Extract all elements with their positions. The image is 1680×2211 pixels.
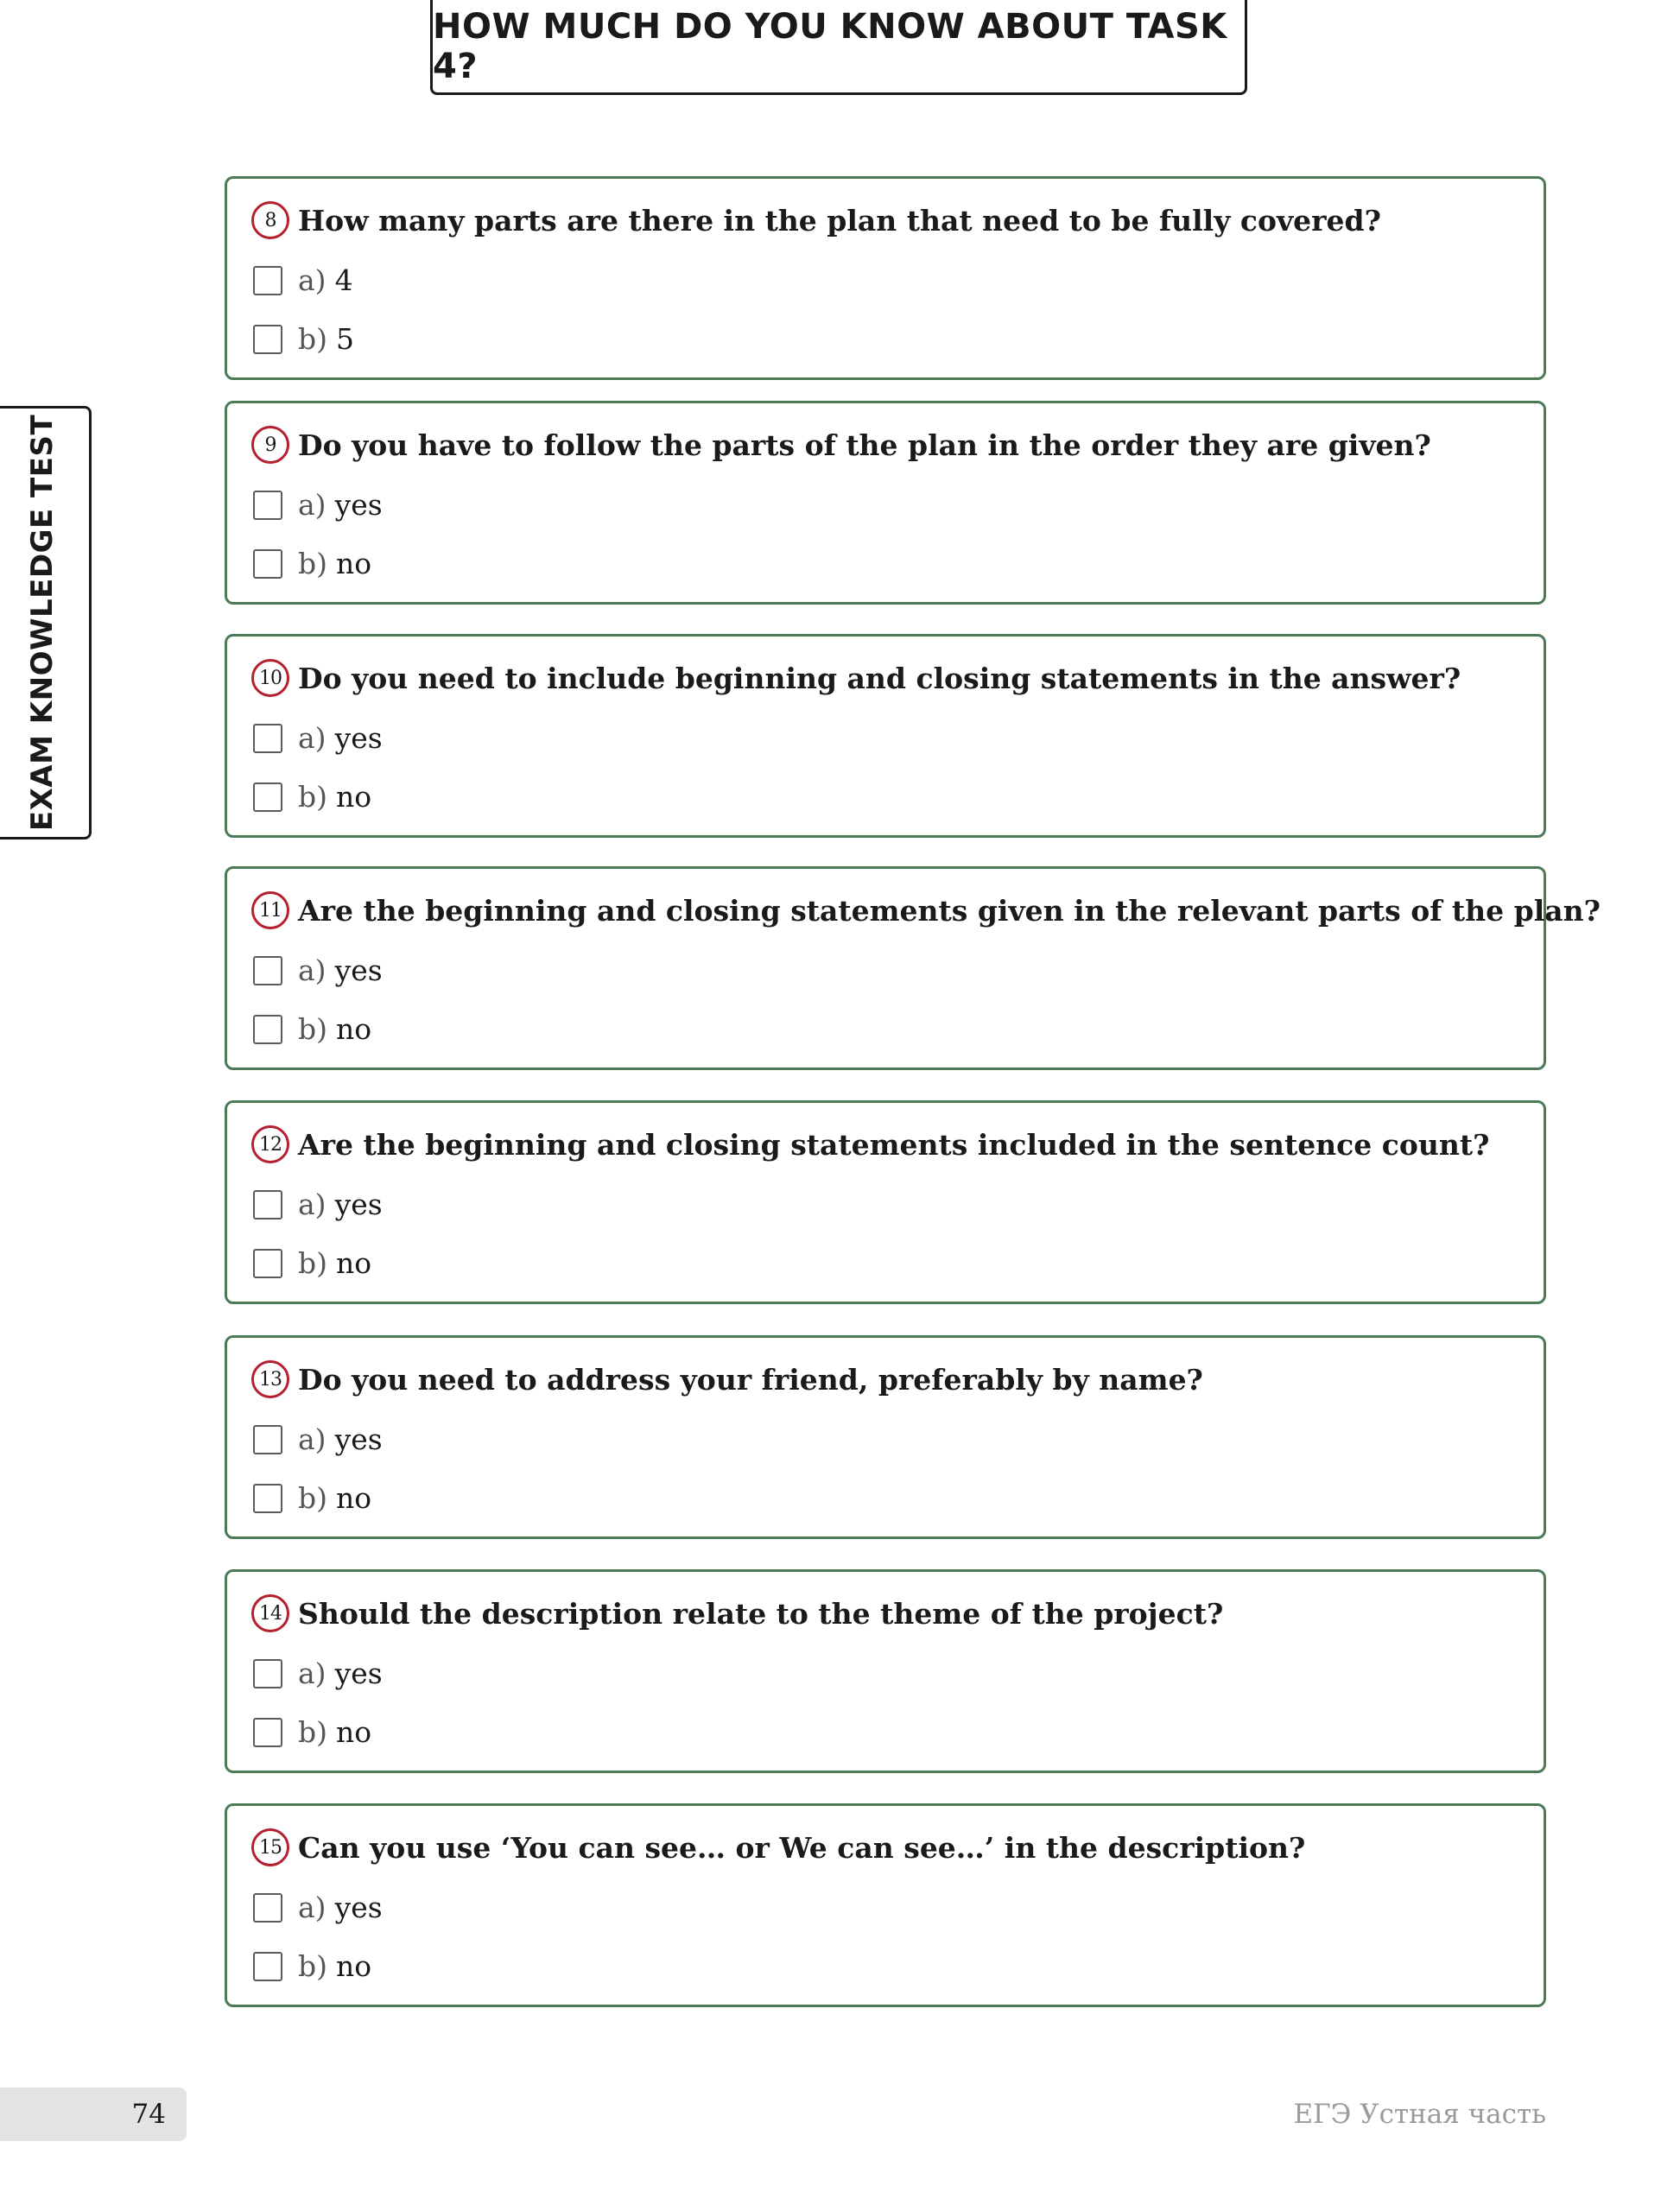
page-number-box — [0, 2087, 187, 2141]
checkbox[interactable] — [253, 1893, 282, 1923]
option-text: no — [336, 1246, 372, 1280]
question-text: How many parts are there in the plan that need to be fully covered? — [298, 203, 1381, 238]
option-a[interactable] — [253, 1657, 383, 1690]
question-number-badge: 10 — [251, 659, 289, 697]
question-card-13 — [225, 1335, 1546, 1539]
question-card-9 — [225, 401, 1546, 605]
question-number-badge: 8 — [251, 201, 289, 239]
option-a[interactable] — [253, 721, 383, 755]
option-text: yes — [334, 1657, 383, 1690]
question-header — [251, 891, 1601, 929]
checkbox[interactable] — [253, 1190, 282, 1220]
option-letter: b) — [298, 1715, 327, 1749]
option-text: yes — [334, 1188, 383, 1221]
option-letter: b) — [298, 547, 327, 580]
option-text: yes — [334, 488, 383, 522]
side-tab — [0, 406, 92, 839]
option-b[interactable] — [253, 1715, 371, 1749]
question-text: Do you need to address your friend, preferably by name? — [298, 1362, 1203, 1397]
checkbox[interactable] — [253, 1659, 282, 1688]
side-tab-label: EXAM KNOWLEDGE TEST — [25, 414, 60, 832]
checkbox[interactable] — [253, 1249, 282, 1278]
option-b[interactable] — [253, 322, 354, 356]
option-text: yes — [334, 953, 383, 987]
checkbox[interactable] — [253, 1015, 282, 1044]
footer-book-title: ЕГЭ Устная часть — [1293, 2099, 1546, 2130]
option-a[interactable] — [253, 1891, 383, 1924]
option-text: 5 — [336, 322, 354, 356]
page-title — [430, 0, 1247, 95]
question-header — [251, 426, 1431, 464]
option-b[interactable] — [253, 1949, 371, 1983]
checkbox[interactable] — [253, 549, 282, 579]
question-header — [251, 201, 1381, 239]
checkbox[interactable] — [253, 956, 282, 985]
question-number-badge: 13 — [251, 1360, 289, 1398]
option-b[interactable] — [253, 1012, 371, 1046]
checkbox[interactable] — [253, 782, 282, 812]
option-letter: a) — [298, 1188, 326, 1221]
option-a[interactable] — [253, 1188, 383, 1221]
question-text: Do you have to follow the parts of the plan in the order they are given? — [298, 428, 1431, 462]
option-b[interactable] — [253, 1246, 371, 1280]
question-number-badge: 12 — [251, 1125, 289, 1163]
question-text: Can you use ‘You can see… or We can see…’ in the description? — [298, 1830, 1306, 1865]
checkbox[interactable] — [253, 724, 282, 753]
option-letter: b) — [298, 1949, 327, 1983]
option-letter: b) — [298, 1012, 327, 1046]
option-letter: a) — [298, 488, 326, 522]
option-text: no — [336, 1481, 372, 1515]
option-letter: a) — [298, 1891, 326, 1924]
option-b[interactable] — [253, 1481, 371, 1515]
option-b[interactable] — [253, 547, 371, 580]
option-text: no — [336, 780, 372, 814]
question-text: Do you need to include beginning and closing statements in the answer? — [298, 661, 1461, 695]
option-text: no — [336, 1715, 372, 1749]
option-letter: a) — [298, 1422, 326, 1456]
option-a[interactable] — [253, 1422, 383, 1456]
option-letter: a) — [298, 263, 326, 297]
option-letter: a) — [298, 953, 326, 987]
checkbox[interactable] — [253, 266, 282, 295]
question-card-8 — [225, 176, 1546, 380]
page-number: 74 — [131, 2099, 166, 2130]
question-text: Should the description relate to the theme of the project? — [298, 1596, 1224, 1631]
page-title-text: HOW MUCH DO YOU KNOW ABOUT TASK 4? — [433, 6, 1227, 86]
option-b[interactable] — [253, 780, 371, 814]
option-text: no — [336, 547, 372, 580]
question-header — [251, 659, 1461, 697]
question-card-10 — [225, 634, 1546, 838]
question-header — [251, 1125, 1489, 1163]
option-text: no — [336, 1949, 372, 1983]
option-text: 4 — [334, 263, 353, 297]
question-number-badge: 9 — [251, 426, 289, 464]
question-text: Are the beginning and closing statements included in the sentence count? — [298, 1127, 1490, 1162]
checkbox[interactable] — [253, 1484, 282, 1513]
option-letter: b) — [298, 1481, 327, 1515]
question-number-badge: 14 — [251, 1594, 289, 1632]
question-card-15 — [225, 1803, 1546, 2007]
option-a[interactable] — [253, 953, 383, 987]
option-letter: b) — [298, 780, 327, 814]
option-letter: a) — [298, 1657, 326, 1690]
option-text: yes — [334, 721, 383, 755]
option-text: yes — [334, 1422, 383, 1456]
question-card-14 — [225, 1569, 1546, 1773]
question-card-11 — [225, 866, 1601, 1070]
option-a[interactable] — [253, 263, 353, 297]
option-letter: a) — [298, 721, 326, 755]
question-header — [251, 1594, 1223, 1632]
question-card-12 — [225, 1100, 1546, 1304]
checkbox[interactable] — [253, 491, 282, 520]
question-header — [251, 1828, 1305, 1866]
option-letter: b) — [298, 1246, 327, 1280]
checkbox[interactable] — [253, 325, 282, 354]
checkbox[interactable] — [253, 1425, 282, 1454]
question-number-badge: 15 — [251, 1828, 289, 1866]
option-text: no — [336, 1012, 372, 1046]
option-a[interactable] — [253, 488, 383, 522]
checkbox[interactable] — [253, 1718, 282, 1747]
question-text: Are the beginning and closing statements given in the relevant parts of the plan? — [298, 893, 1601, 928]
checkbox[interactable] — [253, 1952, 282, 1981]
option-text: yes — [334, 1891, 383, 1924]
question-header — [251, 1360, 1203, 1398]
option-letter: b) — [298, 322, 327, 356]
question-number-badge: 11 — [251, 891, 289, 929]
